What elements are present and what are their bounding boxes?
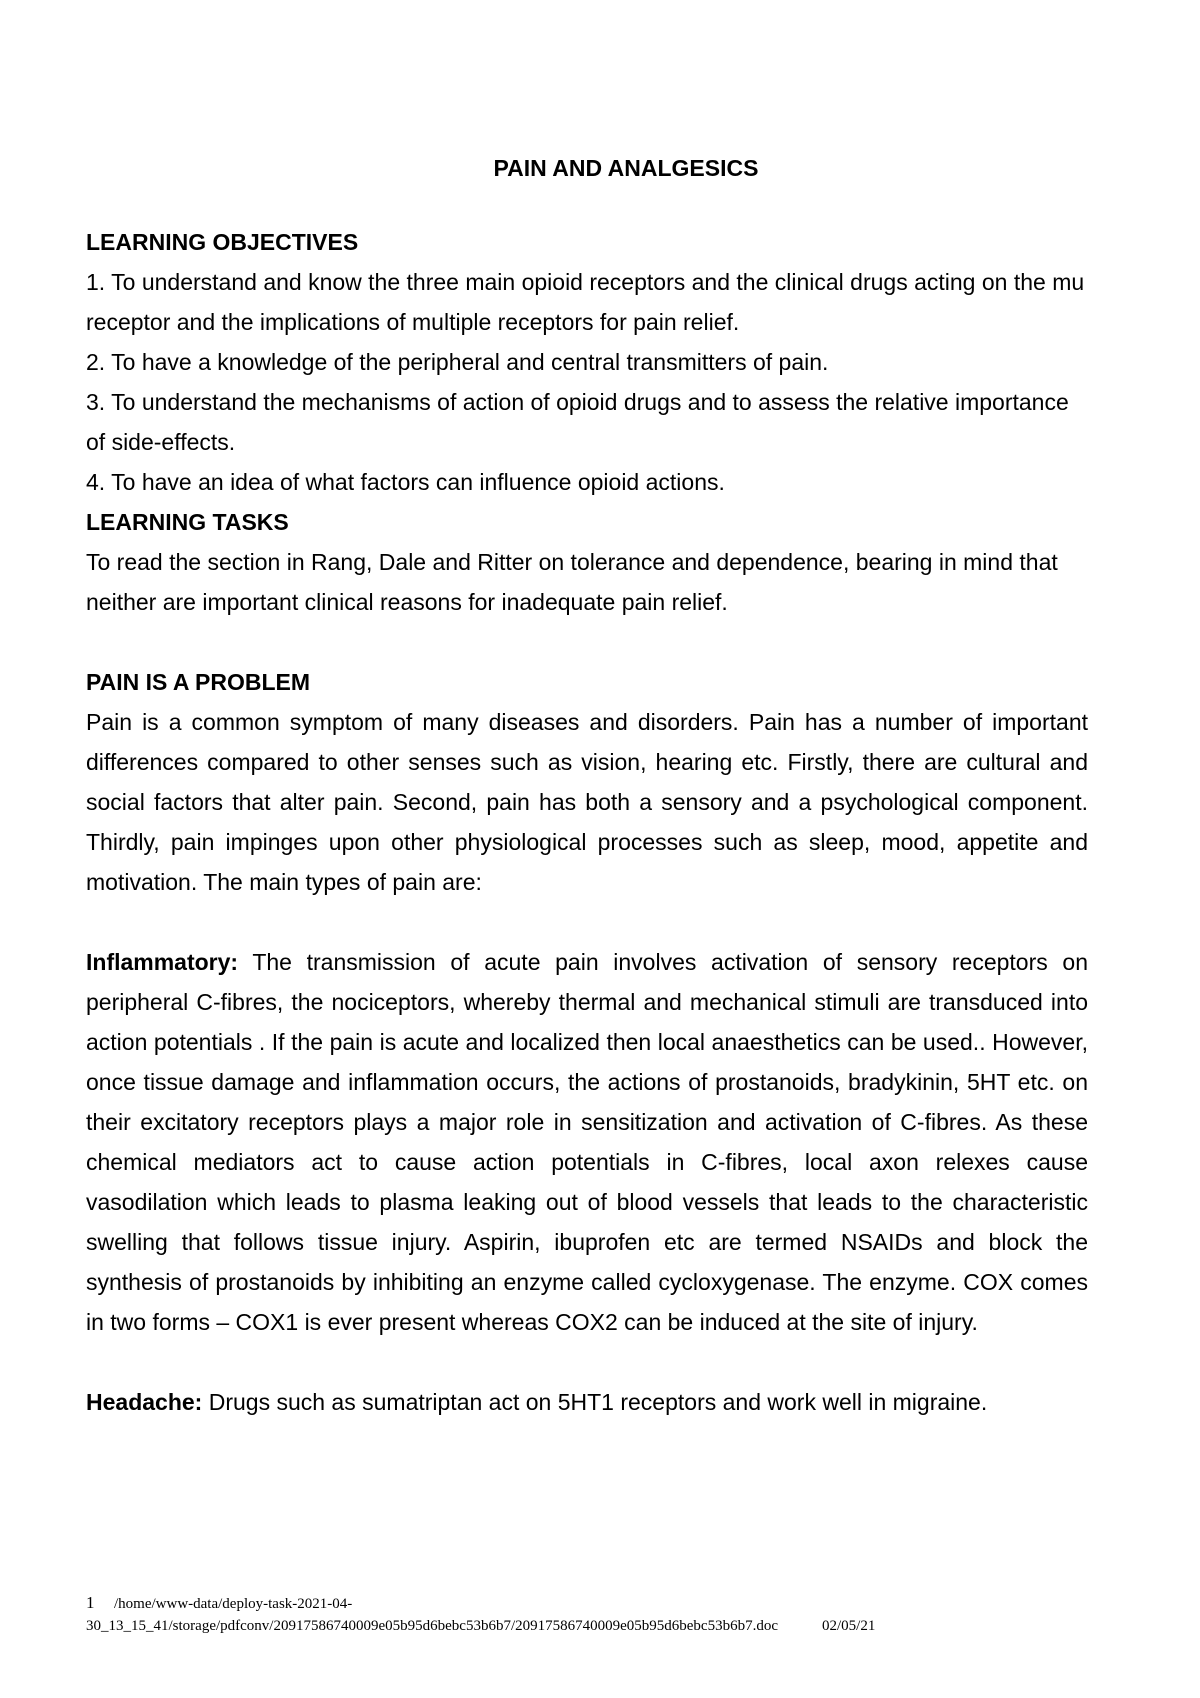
- objective-item-3: 3. To understand the mechanisms of action of opioid drugs and to assess the relative importance of side-effects.: [86, 389, 1069, 455]
- inflammatory-label: Inflammatory:: [86, 949, 239, 975]
- headache-label: Headache:: [86, 1389, 203, 1415]
- inflammatory-text: The transmission of acute pain involves activation of sensory receptors on peripheral C-fibres, the nociceptors, whereby thermal and mechanical stimuli are transduced into action potentials . If the pain is acute and localized then local anaesthetics can be used.. However, once tissue damage and inflammation occurs, the actions of prostanoids, bradykinin, 5HT etc. on their excitatory receptors plays a major role in sensitization and activation of C-fibres. As these chemical mediators act to cause action potentials in C-fibres, local axon relexes cause vasodilation which leads to plasma leaking out of blood vessels that leads to the characteristic swelling that follows tissue injury. Aspirin, ibuprofen etc are termed NSAIDs and block the synthesis of prostanoids by inhibiting an enzyme called cycloxygenase. The enzyme. COX comes in two forms – COX1 is ever present whereas COX2 can be induced at the site of injury.: [86, 949, 1088, 1335]
- document-title: PAIN AND ANALGESICS: [493, 155, 759, 181]
- section-spacer: [86, 622, 1088, 662]
- section-spacer: [86, 902, 1088, 942]
- problem-paragraph: Pain is a common symptom of many diseases and disorders. Pain has a number of important differences compared to other senses such as vision, hearing etc. Firstly, there are cultural and social factors that alter pain. Second, pain has both a sensory and a psychological component. Thirdly, pain impinges upon other physiological processes such as sleep, mood, appetite and motivation. The main types of pain are:: [86, 709, 1088, 895]
- footer-path-end: 30_13_15_41/storage/pdfconv/20917586740009e05b95d6bebc53b6b7/20917586740009e05b95d6bebc53b6b7.doc: [86, 1618, 778, 1634]
- objectives-heading: LEARNING OBJECTIVES: [86, 229, 359, 255]
- objective-item-2: 2. To have a knowledge of the peripheral and central transmitters of pain.: [86, 349, 829, 375]
- problem-heading: PAIN IS A PROBLEM: [86, 669, 311, 695]
- page-footer: [86, 1592, 1088, 1637]
- section-spacer: [86, 1342, 1088, 1382]
- footer-line-2: [86, 1615, 1088, 1637]
- footer-path-start: /home/www-data/deploy-task-2021-04-: [114, 1596, 353, 1612]
- objective-item-4: 4. To have an idea of what factors can influence opioid actions.: [86, 469, 725, 495]
- document-body: [86, 148, 1088, 1422]
- footer-line-1: [86, 1592, 1088, 1615]
- headache-paragraph: [86, 1382, 1088, 1422]
- page-number: 1: [86, 1593, 95, 1612]
- inflammatory-paragraph: [86, 942, 1088, 1342]
- footer-date: 02/05/21: [822, 1618, 876, 1634]
- objective-item-1: 1. To understand and know the three main opioid receptors and the clinical drugs acting on the mu receptor and the implications of multiple receptors for pain relief.: [86, 269, 1085, 335]
- tasks-heading: LEARNING TASKS: [86, 509, 289, 535]
- headache-text: Drugs such as sumatriptan act on 5HT1 receptors and work well in migraine.: [202, 1389, 988, 1415]
- tasks-paragraph: To read the section in Rang, Dale and Ritter on tolerance and dependence, bearing in mind that neither are important clinical reasons for inadequate pain relief.: [86, 549, 1058, 615]
